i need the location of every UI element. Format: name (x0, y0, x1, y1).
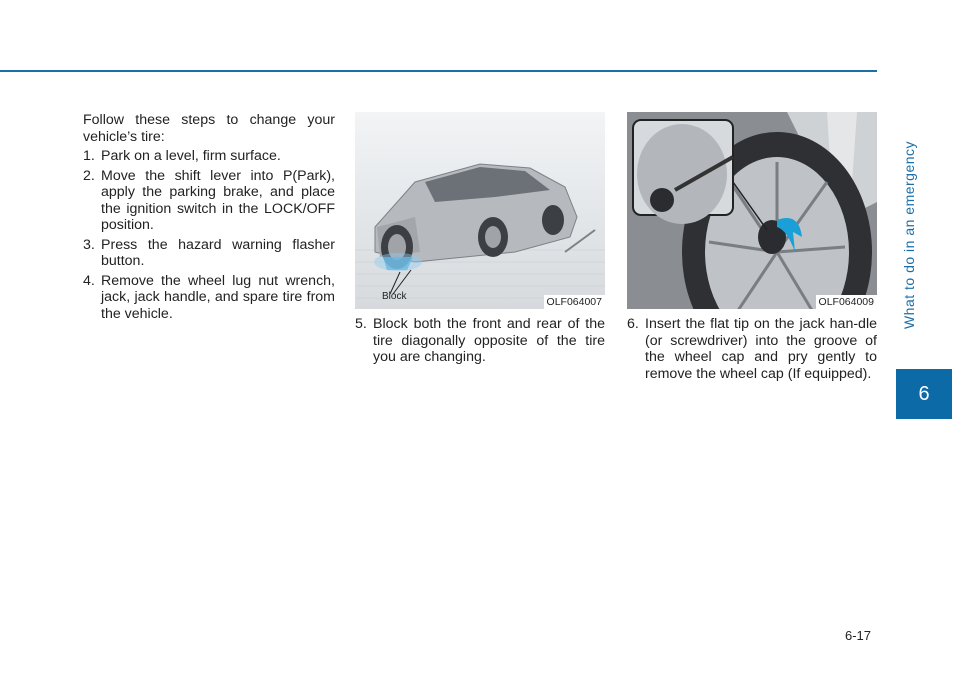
step-number: 2. (83, 167, 95, 184)
column-1 (83, 112, 335, 325)
step-text: Remove the wheel lug nut wrench, jack, jack handle, and spare tire from the vehicle. (101, 272, 335, 322)
step-2 (83, 168, 335, 234)
header-rule (0, 70, 877, 72)
block-label: Block (382, 291, 407, 302)
car-illustration (355, 112, 605, 309)
step-number: 5. (355, 316, 367, 332)
column-3 (627, 316, 877, 385)
step-5 (355, 316, 605, 366)
column-2 (355, 316, 605, 369)
step-text: Block both the front and rear of the tire diagonally opposite of the tire you are changing. (373, 316, 605, 365)
chapter-number: 6 (918, 382, 930, 405)
step-number: 3. (83, 236, 95, 253)
step-4 (83, 273, 335, 323)
page-number: 6-17 (845, 628, 872, 643)
figure-wheel-cap (627, 112, 877, 309)
section-tab (881, 90, 937, 380)
step-1 (83, 148, 335, 165)
section-title: What to do in an emergency (901, 140, 917, 330)
chapter-tab (896, 369, 952, 419)
figure-code: OLF064007 (544, 295, 605, 309)
wheel-illustration (627, 112, 877, 309)
figure-car-block (355, 112, 605, 309)
step-number: 1. (83, 148, 95, 164)
step-6 (627, 316, 877, 382)
step-text: Insert the flat tip on the jack han-dle (or screwdriver) into the groove of the wheel cap and pry gently to remove the wheel cap (If equipped). (645, 316, 877, 382)
step-text: Move the shift lever into P(Park), apply the parking brake, and place the ignition switch in the LOCK/OFF position. (101, 167, 335, 233)
step-number: 4. (83, 272, 95, 289)
step-3 (83, 237, 335, 270)
figure-code: OLF064009 (816, 295, 877, 309)
step-text: Park on a level, firm surface. (101, 148, 281, 164)
intro-text: Follow these steps to change your vehicle’s tire: (83, 112, 335, 145)
step-number: 6. (627, 316, 639, 332)
step-text: Press the hazard warning flasher button. (101, 236, 335, 269)
